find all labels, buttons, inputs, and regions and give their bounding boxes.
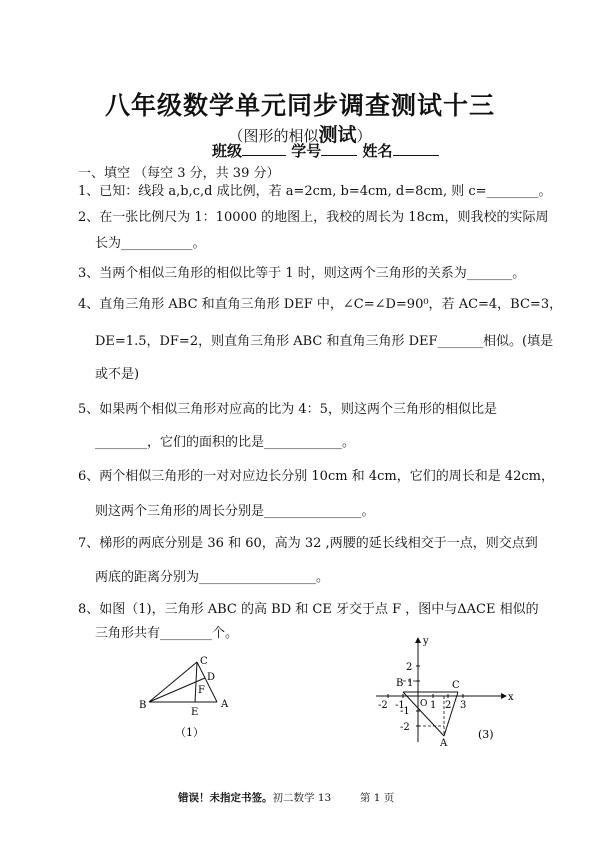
- question-6-line-2: 则这两个三角形的周长分别是_______________。: [95, 504, 375, 519]
- question-2-line-1: 2、在一张比例尺为 1：10000 的地图上，我校的周长为 18cm，则我校的实际周: [78, 210, 549, 225]
- id-label: 学号: [291, 142, 322, 160]
- page-title: 八年级数学单元同步调查测试十三: [104, 91, 495, 120]
- tick-x-3: 3: [460, 700, 467, 711]
- label-F: F: [198, 685, 205, 696]
- class-label: 班级: [212, 142, 243, 160]
- subtitle-part-c: ）: [356, 127, 372, 145]
- question-8-line-2: 三角形共有________个。: [95, 626, 239, 641]
- question-7-line-2: 两底的距离分别为__________________。: [95, 570, 330, 585]
- page-footer: [178, 790, 394, 805]
- tick-y-2: 2: [406, 662, 413, 673]
- axis-x-label: x: [508, 692, 514, 703]
- label-C: C: [200, 656, 208, 667]
- label-C: C: [452, 680, 460, 691]
- question-5-line-1: 5、如果两个相似三角形对应高的比为 4：5，则这两个三角形的相似比是: [78, 402, 497, 417]
- footer-course: 初二数学 13: [272, 792, 332, 804]
- student-info-line: [212, 140, 439, 161]
- tick-x-neg2: -2: [378, 700, 388, 711]
- figure-3-caption: (3): [478, 728, 494, 741]
- question-4-line-3: 或不是): [95, 367, 140, 382]
- label-B: B: [396, 678, 404, 689]
- class-blank[interactable]: [242, 141, 286, 156]
- subtitle-part-b: 测试: [318, 124, 357, 146]
- label-B: B: [139, 700, 147, 711]
- figure-3-coordinate-plane: [368, 634, 528, 750]
- question-7-line-1: 7、梯形的两底分别是 36 和 60，高为 32 ,两腰的延长线相交于一点，则交点到: [78, 536, 538, 551]
- question-8-line-1: 8、如图（1)，三角形 ABC 的高 BD 和 CE 牙交于点 F ，图中与ΔACE 相似的: [78, 602, 539, 617]
- question-2-line-2: 长为___________。: [95, 236, 206, 251]
- question-4-line-2: DE=1.5，DF=2，则直角三角形 ABC 和直角三角形 DEF_______相似。(填是: [95, 334, 554, 349]
- altitude-BD: [149, 678, 205, 702]
- side-BC: [149, 662, 197, 702]
- name-label: 姓名: [362, 142, 393, 160]
- label-A: A: [440, 738, 448, 749]
- footer-page: 第 1 页: [359, 792, 395, 804]
- question-1: 1、已知：线段 a,b,c,d 成比例，若 a=2cm, b=4cm, d=8cm, 则 c=________。: [78, 184, 552, 199]
- footer-error: 错误！未指定书签。: [178, 792, 273, 804]
- segment-AC: [444, 692, 458, 736]
- figure-1-caption: （1）: [175, 726, 204, 739]
- question-6-line-1: 6、两个相似三角形的一对对应边长分别 10cm 和 4cm，它们的周长和是 42cm，: [78, 469, 554, 484]
- question-5-line-2: ________，它们的面积的比是____________。: [95, 435, 356, 450]
- label-D: D: [207, 672, 216, 683]
- label-1: 1: [407, 678, 414, 689]
- question-4-line-1: 4、直角三角形 ABC 和直角三角形 DEF 中，∠C=∠D=90⁰，若 AC=4，BC=3，: [78, 297, 563, 312]
- name-blank[interactable]: [393, 141, 439, 156]
- tick-x-2: 2: [445, 700, 452, 711]
- origin-label: O: [420, 699, 428, 709]
- figure-1-triangle: [135, 650, 245, 745]
- tick-y-neg1: -1: [400, 706, 410, 717]
- label-A: A: [221, 699, 229, 710]
- question-3: 3、当两个相似三角形的相似比等于 1 时，则这两个三角形的关系为_______。: [78, 266, 526, 281]
- tick-y-neg2: -2: [400, 722, 410, 733]
- axis-y-label: y: [423, 636, 429, 647]
- label-E: E: [191, 707, 199, 718]
- tick-x-neg1: -1: [395, 700, 405, 711]
- id-blank[interactable]: [321, 141, 357, 156]
- section-heading: 一、填空 （每空 3 分，共 39 分）: [78, 166, 280, 181]
- tick-x-1: 1: [430, 700, 437, 711]
- subtitle-part-a: （图形的相似: [228, 127, 319, 145]
